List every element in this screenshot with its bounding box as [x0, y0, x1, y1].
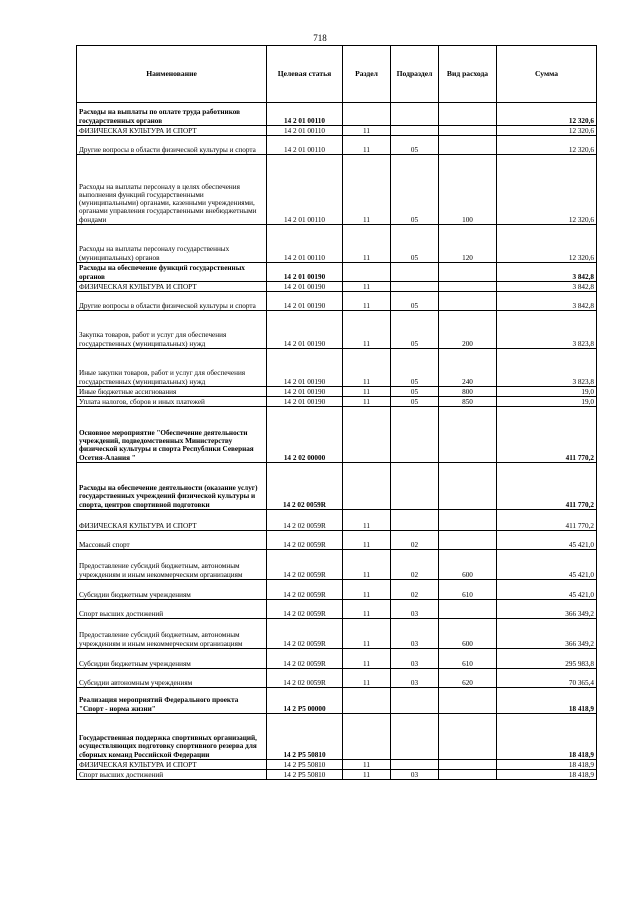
- row-sum: 3 842,8: [497, 282, 597, 292]
- table-row: [77, 155, 597, 225]
- row-name: Субсидии бюджетным учреждениям: [77, 649, 267, 669]
- table-row: [77, 510, 597, 531]
- table-row: [77, 126, 597, 136]
- row-target-article: 14 2 01 00190: [267, 292, 343, 311]
- row-target-article: 14 2 01 00190: [267, 282, 343, 292]
- table-row: [77, 714, 597, 760]
- row-target-article: 14 2 02 0059R: [267, 510, 343, 531]
- table-row: [77, 619, 597, 649]
- row-sum: 3 842,8: [497, 292, 597, 311]
- row-subsection: 05: [391, 349, 439, 387]
- row-subsection: [391, 282, 439, 292]
- row-section: 11: [343, 619, 391, 649]
- row-name: Расходы на обеспечение функций государственных органов: [77, 263, 267, 282]
- row-section: 11: [343, 311, 391, 349]
- row-sum: 12 320,6: [497, 126, 597, 136]
- row-sum: 411 770,2: [497, 463, 597, 510]
- row-name: Основное мероприятие "Обеспечение деятельности учреждений, подведомственных Министерству физической культуры и спорта Республики Северная Осетия-Алания ": [77, 407, 267, 463]
- page-number: 718: [313, 33, 327, 43]
- row-name: Предоставление субсидий бюджетным, автономным учреждениям и иным некоммерческим организациям: [77, 550, 267, 580]
- row-subsection: 05: [391, 155, 439, 225]
- row-section: 11: [343, 292, 391, 311]
- row-name: ФИЗИЧЕСКАЯ КУЛЬТУРА И СПОРТ: [77, 126, 267, 136]
- table-row: [77, 387, 597, 397]
- row-sum: 411 770,2: [497, 510, 597, 531]
- row-expense-type: 100: [439, 155, 497, 225]
- row-section: 11: [343, 770, 391, 780]
- table-row: [77, 669, 597, 688]
- row-expense-type: 610: [439, 649, 497, 669]
- row-expense-type: 240: [439, 349, 497, 387]
- header-name: Наименование: [77, 46, 267, 103]
- row-section: 11: [343, 550, 391, 580]
- row-sum: 3 823,8: [497, 349, 597, 387]
- row-expense-type: [439, 688, 497, 714]
- row-sum: 70 365,4: [497, 669, 597, 688]
- row-section: 11: [343, 397, 391, 407]
- row-name: Предоставление субсидий бюджетным, автономным учреждениям и иным некоммерческим организациям: [77, 619, 267, 649]
- row-name: Спорт высших достижений: [77, 600, 267, 619]
- row-sum: 45 421,0: [497, 550, 597, 580]
- table-row: [77, 649, 597, 669]
- row-subsection: [391, 407, 439, 463]
- row-target-article: 14 2 P5 50810: [267, 770, 343, 780]
- row-section: 11: [343, 387, 391, 397]
- row-target-article: 14 2 01 00110: [267, 126, 343, 136]
- row-subsection: 05: [391, 136, 439, 155]
- row-subsection: [391, 126, 439, 136]
- row-target-article: 14 2 02 0059R: [267, 550, 343, 580]
- row-target-article: 14 2 02 0059R: [267, 669, 343, 688]
- row-sum: 295 983,8: [497, 649, 597, 669]
- row-target-article: 14 2 02 00000: [267, 407, 343, 463]
- row-subsection: 05: [391, 225, 439, 263]
- row-target-article: 14 2 02 0059R: [267, 649, 343, 669]
- row-section: 11: [343, 126, 391, 136]
- row-target-article: 14 2 01 00190: [267, 387, 343, 397]
- row-section: 11: [343, 760, 391, 770]
- row-sum: 19,0: [497, 387, 597, 397]
- row-expense-type: 200: [439, 311, 497, 349]
- row-target-article: 14 2 01 00110: [267, 155, 343, 225]
- row-target-article: 14 2 02 0059R: [267, 600, 343, 619]
- table-row: [77, 397, 597, 407]
- row-expense-type: [439, 600, 497, 619]
- table-row: [77, 688, 597, 714]
- row-subsection: [391, 760, 439, 770]
- row-sum: 45 421,0: [497, 531, 597, 550]
- table-row: [77, 292, 597, 311]
- row-sum: 366 349,2: [497, 600, 597, 619]
- row-target-article: 14 2 02 0059R: [267, 619, 343, 649]
- row-expense-type: 610: [439, 580, 497, 600]
- row-name: Реализация мероприятий Федерального проекта "Спорт - норма жизни": [77, 688, 267, 714]
- table-row: [77, 580, 597, 600]
- header-section: Раздел: [343, 46, 391, 103]
- table-row: [77, 136, 597, 155]
- row-section: 11: [343, 136, 391, 155]
- row-sum: 411 770,2: [497, 407, 597, 463]
- row-subsection: 03: [391, 770, 439, 780]
- table-row: [77, 463, 597, 510]
- row-sum: 18 418,9: [497, 770, 597, 780]
- row-name: Закупка товаров, работ и услуг для обеспечения государственных (муниципальных) нужд: [77, 311, 267, 349]
- row-subsection: [391, 688, 439, 714]
- row-expense-type: 120: [439, 225, 497, 263]
- row-subsection: [391, 463, 439, 510]
- row-name: ФИЗИЧЕСКАЯ КУЛЬТУРА И СПОРТ: [77, 510, 267, 531]
- row-subsection: 02: [391, 550, 439, 580]
- row-target-article: 14 2 01 00190: [267, 263, 343, 282]
- row-target-article: 14 2 02 0059R: [267, 531, 343, 550]
- table-row: [77, 225, 597, 263]
- row-target-article: 14 2 P5 50810: [267, 714, 343, 760]
- row-name: Другие вопросы в области физической культуры и спорта: [77, 292, 267, 311]
- row-subsection: 05: [391, 311, 439, 349]
- table-row: [77, 311, 597, 349]
- row-target-article: 14 2 02 0059R: [267, 580, 343, 600]
- budget-table: [76, 45, 597, 780]
- row-expense-type: [439, 531, 497, 550]
- row-sum: 18 418,9: [497, 714, 597, 760]
- row-target-article: 14 2 P5 50810: [267, 760, 343, 770]
- row-subsection: 05: [391, 292, 439, 311]
- row-name: Иные бюджетные ассигнования: [77, 387, 267, 397]
- row-name: Расходы на выплаты по оплате труда работников государственных органов: [77, 103, 267, 126]
- row-name: Уплата налогов, сборов и иных платежей: [77, 397, 267, 407]
- row-name: ФИЗИЧЕСКАЯ КУЛЬТУРА И СПОРТ: [77, 282, 267, 292]
- row-name: Расходы на обеспечение деятельности (оказание услуг) государственных учреждений физической культуры и спорта, центров спортивной подготовки: [77, 463, 267, 510]
- row-subsection: [391, 510, 439, 531]
- row-target-article: 14 2 01 00110: [267, 103, 343, 126]
- table-body: [77, 103, 597, 780]
- row-sum: 366 349,2: [497, 619, 597, 649]
- row-name: Спорт высших достижений: [77, 770, 267, 780]
- row-section: 11: [343, 580, 391, 600]
- row-expense-type: [439, 282, 497, 292]
- row-expense-type: 600: [439, 619, 497, 649]
- row-section: 11: [343, 669, 391, 688]
- row-section: [343, 103, 391, 126]
- row-target-article: 14 2 01 00110: [267, 225, 343, 263]
- row-expense-type: [439, 510, 497, 531]
- row-section: [343, 688, 391, 714]
- row-target-article: 14 2 02 0059R: [267, 463, 343, 510]
- row-section: [343, 407, 391, 463]
- row-subsection: 05: [391, 397, 439, 407]
- row-subsection: 03: [391, 649, 439, 669]
- row-subsection: 02: [391, 531, 439, 550]
- row-expense-type: 600: [439, 550, 497, 580]
- row-sum: 3 823,8: [497, 311, 597, 349]
- row-expense-type: [439, 103, 497, 126]
- header-target-article: Целевая статья: [267, 46, 343, 103]
- row-section: [343, 714, 391, 760]
- row-name: Субсидии бюджетным учреждениям: [77, 580, 267, 600]
- row-name: Субсидии автономным учреждениям: [77, 669, 267, 688]
- row-expense-type: [439, 770, 497, 780]
- row-section: 11: [343, 531, 391, 550]
- row-section: 11: [343, 225, 391, 263]
- table-row: [77, 770, 597, 780]
- table-row: [77, 282, 597, 292]
- row-target-article: 14 2 01 00190: [267, 349, 343, 387]
- row-expense-type: [439, 292, 497, 311]
- row-expense-type: [439, 760, 497, 770]
- row-subsection: 02: [391, 580, 439, 600]
- row-target-article: 14 2 01 00110: [267, 136, 343, 155]
- row-expense-type: 850: [439, 397, 497, 407]
- row-section: 11: [343, 155, 391, 225]
- table-row: [77, 760, 597, 770]
- row-target-article: 14 2 01 00190: [267, 397, 343, 407]
- row-name: Расходы на выплаты персоналу государственных (муниципальных) органов: [77, 225, 267, 263]
- row-section: 11: [343, 510, 391, 531]
- row-expense-type: [439, 463, 497, 510]
- row-section: 11: [343, 349, 391, 387]
- row-subsection: 03: [391, 669, 439, 688]
- row-subsection: 03: [391, 600, 439, 619]
- row-sum: 12 320,6: [497, 136, 597, 155]
- table-row: [77, 550, 597, 580]
- row-target-article: 14 2 P5 00000: [267, 688, 343, 714]
- row-name: Другие вопросы в области физической культуры и спорта: [77, 136, 267, 155]
- row-section: 11: [343, 600, 391, 619]
- row-subsection: [391, 263, 439, 282]
- row-expense-type: [439, 263, 497, 282]
- row-name: Расходы на выплаты персоналу в целях обеспечения выполнения функций государственными (муниципальными) органами, казенными учреждениями, органами управления государственными внебюджетными фондами: [77, 155, 267, 225]
- row-sum: 12 320,6: [497, 155, 597, 225]
- row-target-article: 14 2 01 00190: [267, 311, 343, 349]
- table-row: [77, 407, 597, 463]
- row-subsection: [391, 103, 439, 126]
- row-sum: 12 320,6: [497, 103, 597, 126]
- table-row: [77, 600, 597, 619]
- row-section: [343, 263, 391, 282]
- row-sum: 18 418,9: [497, 760, 597, 770]
- row-subsection: 03: [391, 619, 439, 649]
- table-row: [77, 103, 597, 126]
- row-name: Массовый спорт: [77, 531, 267, 550]
- row-sum: 18 418,9: [497, 688, 597, 714]
- table-row: [77, 531, 597, 550]
- row-sum: 19,0: [497, 397, 597, 407]
- header-subsection: Подраздел: [391, 46, 439, 103]
- row-expense-type: [439, 136, 497, 155]
- row-name: ФИЗИЧЕСКАЯ КУЛЬТУРА И СПОРТ: [77, 760, 267, 770]
- table-header-row: [77, 46, 597, 103]
- row-subsection: [391, 714, 439, 760]
- header-sum: Сумма: [497, 46, 597, 103]
- row-expense-type: 800: [439, 387, 497, 397]
- row-subsection: 05: [391, 387, 439, 397]
- row-sum: 12 320,6: [497, 225, 597, 263]
- row-name: Государственная поддержка спортивных организаций, осуществляющих подготовку спортивного резерва для сборных команд Российской Федерации: [77, 714, 267, 760]
- table-row: [77, 263, 597, 282]
- header-expense-type: Вид расхода: [439, 46, 497, 103]
- row-expense-type: [439, 407, 497, 463]
- row-expense-type: [439, 714, 497, 760]
- row-section: [343, 463, 391, 510]
- row-sum: 45 421,0: [497, 580, 597, 600]
- row-section: 11: [343, 282, 391, 292]
- row-sum: 3 842,8: [497, 263, 597, 282]
- row-expense-type: 620: [439, 669, 497, 688]
- row-section: 11: [343, 649, 391, 669]
- row-expense-type: [439, 126, 497, 136]
- table-row: [77, 349, 597, 387]
- row-name: Иные закупки товаров, работ и услуг для обеспечения государственных (муниципальных) нужд: [77, 349, 267, 387]
